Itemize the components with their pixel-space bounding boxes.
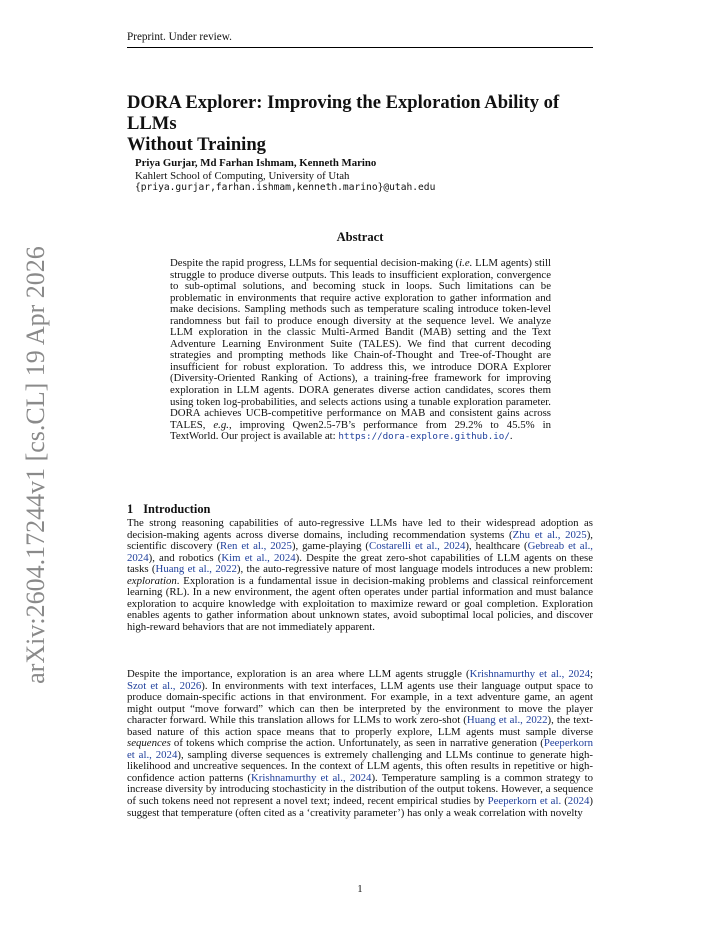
citation-link[interactable]: Szot et al., 2026 xyxy=(127,679,202,692)
abstract-text: Despite the rapid progress, LLMs for sequential decision-making (i.e. LLM agents) still struggle to produce diverse outputs. This leads to insufficient exploration, convergence to sub-optimal solutions, and becoming stuck in loops. Such limitations can be problematic in environments that require active exploration to gather information and make decisions. Sampling methods such as temperature scaling introduce token-level randomness but fail to produce enough diversity at the sequence level. We analyze LLM exploration in the classic Multi-Armed Bandit (MAB) setting and the Text Adventure Learning Environment Suite (TALES). We find that current decoding strategies and prompting methods like Chain-of-Thought and Tree-of-Thought are insufficient for robust exploration. To address this, we introduce DORA Explorer (Diversity-Oriented Ranking of Actions), a training-free framework for improving exploration in LLM agents. DORA generates diverse action candidates, scores them using token log-probabilities, and selects actions using a tunable exploration parameter. DORA achieves UCB-competitive performance on MAB and consistent gains across TALES, e.g., improving Qwen2.5-7B’s performance from 29.2% to 45.5% in TextWorld. Our project is available at: https://dora-explore.github.io/. xyxy=(170,257,551,443)
page-number: 1 xyxy=(357,883,363,895)
section-heading-introduction xyxy=(127,502,210,517)
citation-link[interactable]: Ren et al., 2025 xyxy=(220,540,292,553)
author-names: Priya Gurjar, Md Farhan Ishmam, Kenneth Marino xyxy=(135,157,377,169)
author-block xyxy=(135,157,595,195)
running-header: Preprint. Under review. xyxy=(127,31,593,48)
arxiv-identifier-text: arXiv:2604.17244v1 [cs.CL] 19 Apr 2026 xyxy=(21,246,50,684)
abstract-heading: Abstract xyxy=(336,230,384,244)
citation-link[interactable]: Kim et al., 2024 xyxy=(221,551,296,564)
intro-paragraph-1: The strong reasoning capabilities of auto-regressive LLMs have led to their widespread adoption as decision-making agents across diverse domains, including recommendation systems (Zhu et al., 2025), scientific discovery (Ren et al., 2025), game-playing (Costarelli et al., 2024), healthcare (Gebreab et al., 2024), and robotics (Kim et al., 2024). Despite the great zero-shot capabilities of LLM agents on these tasks (Huang et al., 2022), the auto-regressive nature of most language models introduces a new problem: exploration. Exploration is a fundamental issue in decision-making problems and classical reinforcement learning (RL). In a new environment, the agent often operates under partial information and must balance exploration to acquire knowledge with exploitation to maximize reward or goal completion. Exploration enables agents to gather information about unknown states, avoid suboptimal local policies, and discover high-reward behaviors that are not immediately apparent. xyxy=(127,517,594,633)
citation-link[interactable]: Zhu et al., 2025 xyxy=(512,528,587,541)
citation-link[interactable]: Peeperkorn et al., 2024 xyxy=(127,737,593,761)
citation-link[interactable]: Peeperkorn et al. xyxy=(487,795,562,808)
project-link[interactable]: https://dora-explore.github.io/ xyxy=(338,431,510,443)
author-email: {priya.gurjar,farhan.ishmam,kenneth.marino}@utah.edu xyxy=(135,182,436,194)
section-number: 1 xyxy=(127,502,134,516)
citation-link[interactable]: Huang et al., 2022 xyxy=(155,563,237,576)
title-line-2: Without Training xyxy=(127,134,266,155)
citation-link[interactable]: Gebreab et al., 2024 xyxy=(127,540,594,564)
citation-link[interactable]: Costarelli et al., 2024 xyxy=(369,540,466,553)
paper-title xyxy=(127,92,607,155)
author-affiliation: Kahlert School of Computing, University of Utah xyxy=(135,169,350,182)
citation-link[interactable]: 2024 xyxy=(567,795,590,808)
intro-paragraph-2: Despite the importance, exploration is an area where LLM agents struggle (Krishnamurthy et al., 2024; Szot et al., 2026). In environments with text interfaces, LLM agents use their language output space to produce domain-specific actions in that environment. For example, in a text adventure game, an agent might output “move forward” which can then be interpreted by the environment to move the player character forward. While this translation allows for LLMs to work zero-shot (Huang et al., 2022), the text-based nature of this action space means that to properly explore, LLM agents must sample diverse sequences of tokens which comprise the action. Unfortunately, as seen in narrative generation (Peeperkorn et al., 2024), sampling diverse sequences is extremely challenging and LLMs continue to generate high-likelihood and uncreative sequences. In the context of LLM agents, this often results in repetitive or high-confidence action patterns (Krishnamurthy et al., 2024). Temperature sampling is a common strategy to increase diversity by introducing stochasticity in the distribution of the output tokens. However, a sequence of such tokens need not represent a novel text; indeed, recent empirical studies by Peeperkorn et al. (2024) suggest that temperature (often cited as a ‘creativity parameter’) has only a weak correlation with novelty xyxy=(127,668,594,819)
citation-link[interactable]: Huang et al., 2022 xyxy=(466,714,548,727)
citation-link[interactable]: Krishnamurthy et al., 2024 xyxy=(469,668,591,680)
citation-link[interactable]: Krishnamurthy et al., 2024 xyxy=(251,771,372,784)
title-line-1: DORA Explorer: Improving the Exploration Ability of LLMs xyxy=(127,92,560,134)
section-title: Introduction xyxy=(143,502,211,516)
